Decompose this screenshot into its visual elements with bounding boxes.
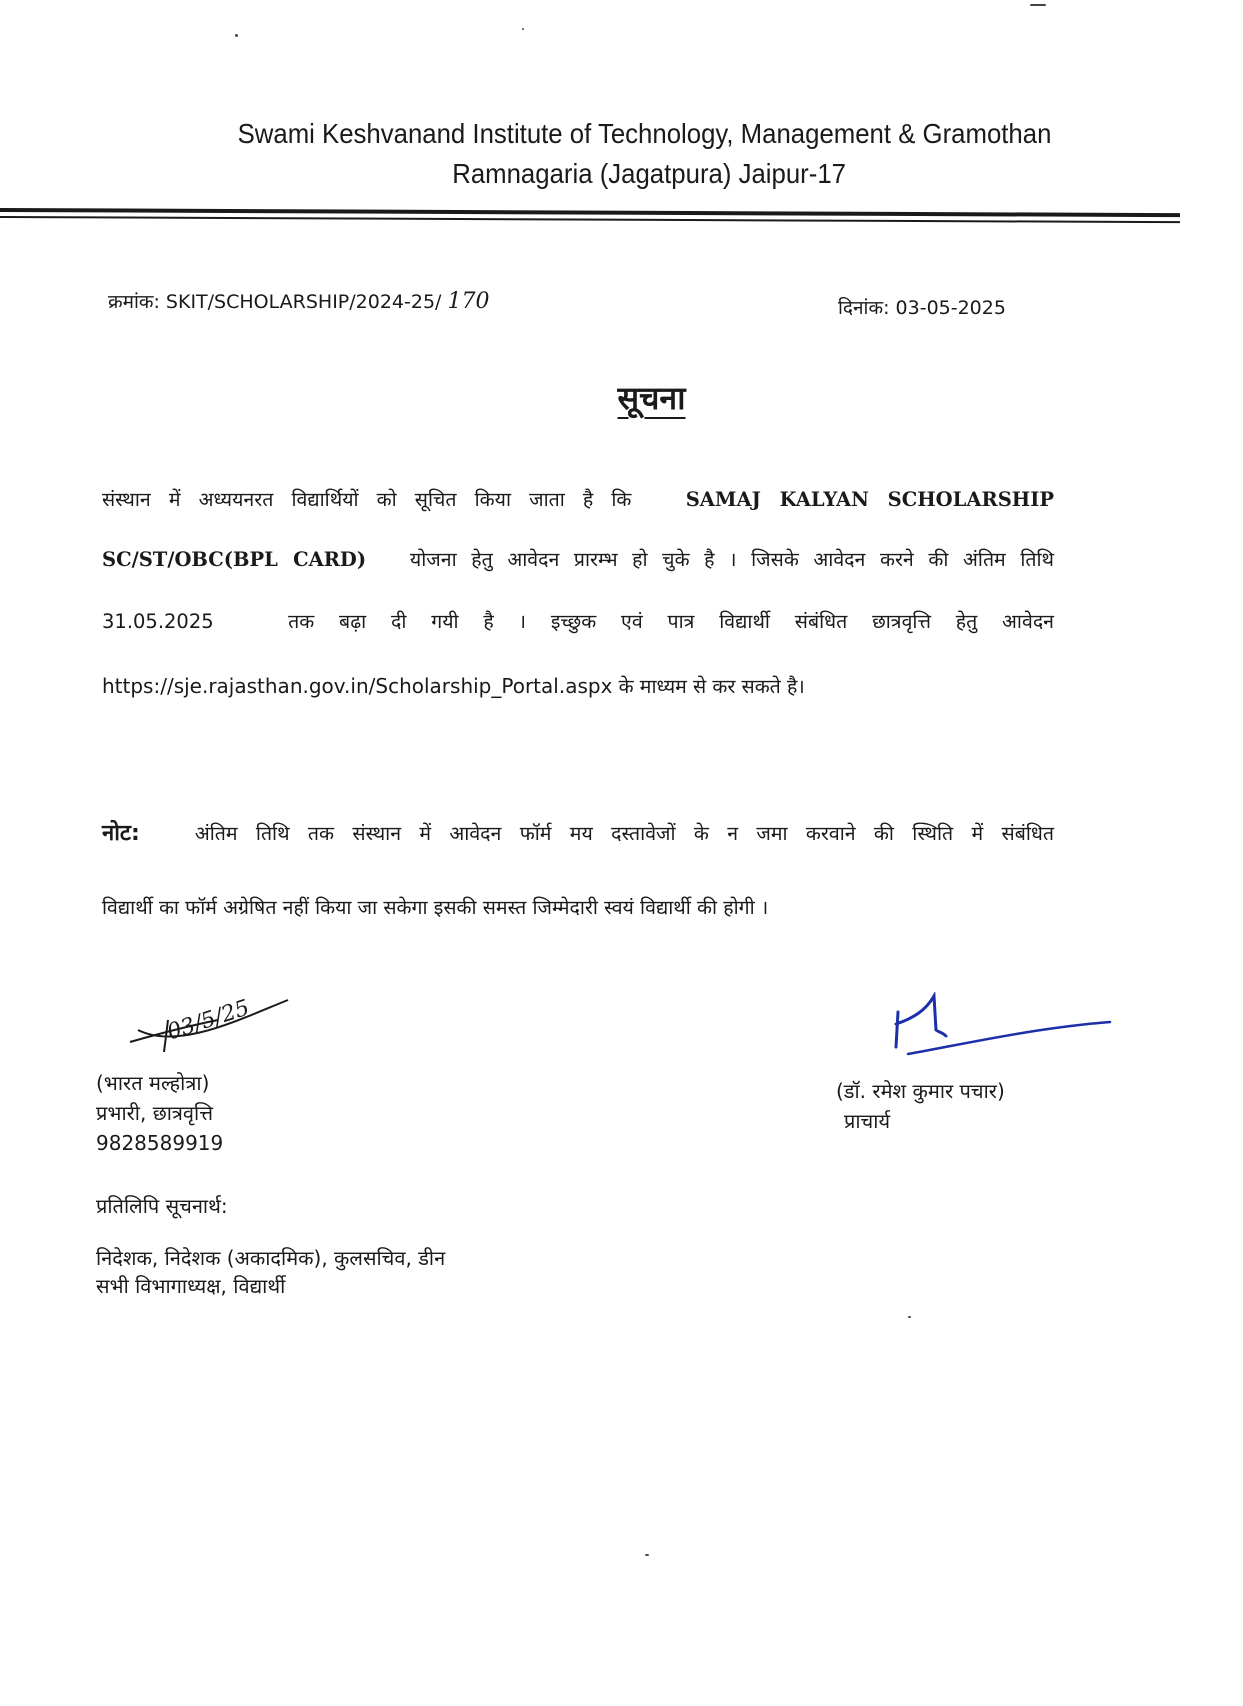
scan-speck [1030,4,1046,6]
note-line-1 [102,820,1054,848]
body-line-2 [102,546,1054,574]
left-signature-date: 03/5/25 [164,995,253,1046]
note-text: विद्यार्थी का फॉर्म अग्रेषित नहीं किया जा सकेगा इसकी समस्त जिम्मेदारी स्वयं विद्यार्थी की होगी । [102,896,769,919]
right-signature [884,992,1114,1062]
scheme-category: SC/ST/OBC(BPL CARD) [102,548,367,571]
reference-number [108,288,490,314]
portal-url: https://sje.rajasthan.gov.in/Scholarship_Portal.aspx [102,674,613,698]
scheme-name: SAMAJ KALYAN SCHOLARSHIP [685,488,1054,511]
scan-speck [645,1554,649,1556]
note-label: नोट: [102,821,140,846]
left-signatory-name: (भारत मल्होत्रा) [96,1071,210,1095]
scan-speck [235,34,238,37]
left-signatory-designation: प्रभारी, छात्रवृत्ति [96,1101,214,1125]
body-text: तक बढ़ा दी गयी है । इच्छुक एवं पात्र विद्यार्थी संबंधित छात्रवृत्ति हेतु आवेदन [288,610,1054,633]
date-label: दिनांक: [838,297,890,319]
notice-title [0,376,1243,419]
reference-label: क्रमांक: [108,291,160,313]
left-signatory-phone: 9828589919 [96,1131,224,1155]
body-line-1 [102,486,1054,514]
body-line-4 [102,672,1054,701]
right-signatory-designation: प्राचार्य [844,1109,891,1133]
copy-to-recipients [96,1244,445,1300]
note-text: अंतिम तिथि तक संस्थान में आवेदन फॉर्म मय दस्तावेजों के न जमा करवाने की स्थिति में संबंधित [194,822,1054,845]
header-rule-thin [0,216,1180,223]
body-text: के माध्यम से कर सकते है। [618,675,805,698]
last-date: 31.05.2025 [102,610,214,633]
copy-to-line-2: सभी विभागाध्यक्ष, विद्यार्थी [96,1274,286,1298]
scan-speck [908,1316,911,1318]
body-text: योजना हेतु आवेदन प्रारम्भ हो चुके है । जिसके आवेदन करने की अंतिम तिथि [409,548,1055,571]
right-signatory-name: (डॉ. रमेश कुमार पचार) [836,1079,1005,1103]
header-rule [0,208,1180,217]
date-value: 03-05-2025 [895,297,1006,319]
body-text: संस्थान में अध्ययनरत विद्यार्थियों को सूचित किया जाता है कि [102,488,632,511]
copy-to-label: प्रतिलिपि सूचनार्थ: [96,1194,228,1218]
notice-title-text: सूचना [617,379,686,417]
scan-speck [522,28,524,30]
notice-date [838,294,1006,320]
right-signatory [836,1076,1005,1136]
institute-name: Swami Keshvanand Institute of Technology, Management & Gramothan [237,118,1052,149]
left-signatory [96,1068,223,1158]
reference-handwritten: 170 [447,289,490,314]
copy-to-line-1: निदेशक, निदेशक (अकादमिक), कुलसचिव, डीन [96,1246,446,1270]
note-line-2 [102,894,1054,922]
institute-address: Ramnagaria (Jagatpura) Jaipur-17 [452,158,846,189]
reference-value: SKIT/SCHOLARSHIP/2024-25/ [165,291,442,313]
body-line-3 [102,608,1054,636]
